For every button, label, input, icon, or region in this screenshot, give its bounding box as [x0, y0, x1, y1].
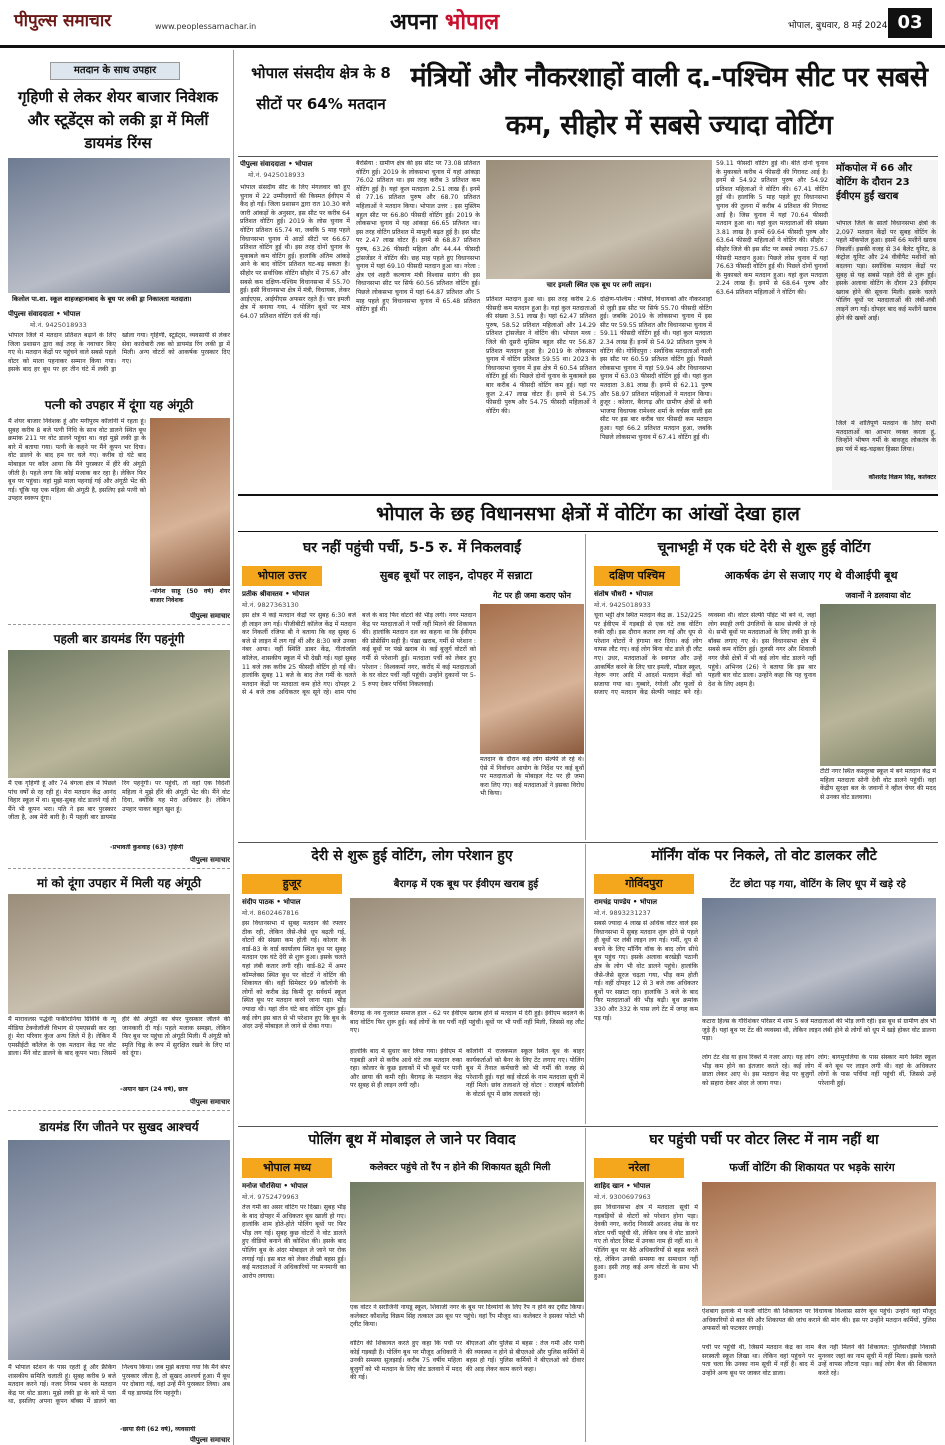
section-govindpura — [590, 844, 938, 1124]
s4-signature: -छाया सैनी (62 वर्ष), व्यवसायी — [120, 1426, 196, 1433]
madhya-body3: बीएलओ और पुलिस में बहस : तेज गर्मी और पानी की व्यवस्था न होने से बीएलओ और पुलिस कर्मियों में बहस हो गई। पुलिस कर्मियों ने बीएलओ को दीवार की आड़ लेकर काम करने कहा। — [466, 1340, 584, 1373]
left-photo — [8, 158, 230, 306]
s4-title: डायमंड रिंग जीतने पर सुखद आश्चर्य — [39, 1120, 199, 1134]
divider-1 — [8, 624, 230, 625]
uttar-body: इस क्षेत्र में कई मतदान केंद्रों पर सुबह 6:30 बजे ही लाइन लग गई। पीजीबीटी कॉलेज केंद्र में मतदान कर निकलीं रजिया बी ने बताया कि वह सुबह 6 बजे से लाइन में लग गई थीं और 8:30 बजे उनका नंबर आया। वहीं स्थिति डाबर केंद्र, गीतांजलि कॉलेज, शासकीय स्कूल में भी देखी गई। यहां सुबह 11 बजे तक करीब 25 फीसदी वोटिंग हो गई थी। हालांकि सुबह 11 बजे के बाद तेज गर्मी के चलते मतदान केंद्रों पर मतदाता कम होते गए। दोपहर 2 से 4 बजे तक अधिकतर बूथ सूने रहे। शाम पांच बजे के बाद फिर वोटरों की भीड़ लगी। नगर मतदान केंद्र पर मतदाताओं ने पर्ची नहीं मिलने की शिकायत की। हालांकि मतदान दल का कहना था कि ईवीएम की प्रोसेसिंग सही है। पंखा खराब, गर्मी से परेशान : कई बूथों पर पंखे खराब थे। कई बुजुर्ग वोटरों को गर्मी से परेशानी हुई। मतदाता पर्ची को लेकर हुए परेशान : विश्वकर्मा नगर, करोंद में कई मतदाताओं के घर वोटर पर्ची नहीं पहुंची। उन्होंने दुकानों पर 5-5 रुपए देकर पर्चियां निकलवाईं। — [242, 612, 476, 697]
madhya-headline: पोलिंग बूथ में मोबाइल ले जाने पर विवाद — [308, 1132, 516, 1148]
huzur-byline: संदीप पाठक • भोपाल — [242, 898, 301, 906]
s2-body: मैं एक गृहिणी हूं और 74 बंगला क्षेत्र में पिछले पांच वर्षों से रह रही हूं। मेरा मतदान केंद्र आनंद विहार स्कूल में था। सुबह-सुबह वोट डालने गई तो मैंने भी कूपन भरा। पति ने इस बार पुरस्कार जीता है, अब मेरी बारी है। मैं पहली बार डायमंड रिंग पहनूंगी। पर पहुंची, तो वहां एक विदेशी महिला ने मुझे हीरे की अंगूठी भेंट की। मैंने वोट दिया, क्योंकि यह मेरा अधिकार है। लेकिन उपहार पाकर बहुत खुश हूं। — [8, 780, 230, 822]
madhya-sub: कलेक्टर पहुंचे तो रैंप न होने की शिकायत झूठी मिली — [369, 1162, 551, 1173]
uttar-mobile: मो.नं. 9827363130 — [242, 601, 299, 609]
masthead-url[interactable]: www.peoplessamachar.in — [155, 22, 257, 31]
s1-body: मैं शेयर बाजार निवेशक हूं और मनीपुरम कॉलोनी में रहता हूं। सुबह करीब 8 बजे पत्नी निधि के साथ वोट डालने स्थित बूथ क्रमांक 211 पर वोट डालने पहुंचा था। वहां मुझे लकी ड्रा के बारे में बताया गया। पत्नी के कहने पर मैंने कूपन भर दिया। वोट डालने के बाद हम घर चले गए। करीब दो घंटे बाद मोबाइल पर कॉल आया कि मैंने पुरस्कार में हीरे की अंगूठी जीती है। पहले लगा कि कोई मजाक कर रहा है। लेकिन फिर बूथ पर पहुंचा। वहां मुझे माला पहनाई गई और अंगूठी भेंट की गई। चूंकि यह एक महिला की अंगूठी है, इसलिए इसे पत्नी को उपहार स्वरूप दूंगा। — [8, 418, 146, 503]
left-kicker: मतदान के साथ उपहार — [50, 62, 180, 80]
govindpura-sub: टेंट छोटा पड़ गया, वोटिंग के लिए धूप में खड़े रहे — [730, 879, 906, 890]
lead-col1: भोपाल संसदीय सीट के लिए मंगलवार को हुए चुनाव में 22 उम्मीदवारों की किस्मत ईवीएम में कैद हो गई। जिला प्रशासन द्वारा रात 10.30 बजे जारी आंकड़ों के अनुसार, इस सीट पर करीब 64 प्रतिशत वोटिंग हुई। 2019 के लोस चुनाव में वोटिंग प्रतिशत 65.74 था, जबकि 5 माह पहले विधानसभा चुनाव में आठों सीटों पर 66.67 प्रतिशत वोटिंग हुई थी। इस तरह दोनों चुनाव के मुकाबले कम वोटिंग हुई। हालांकि अंतिम आंकड़े आने के बाद वोटिंग प्रतिशत घट-बढ़ सकता है। सीहोर पर सर्वाधिक वोटिंग सीहोर में 75.67 और सबसे कम दक्षिण-पश्चिम विधानसभा में 55.70 हुई। इसी विधानसभा क्षेत्र में मंत्री, विधायक, लेकर आईएएस, आईपीएस अफसर रहते हैं। चार इमली क्षेत्र में बनाया गया, 4 पोलिंग बूथों पर मात्र 64.07 प्रतिशत वोटिंग दर्ज की गई। — [240, 184, 350, 320]
huzur-sub: बैरागढ़ में एक बूथ पर ईवीएम खराब हुई — [393, 879, 539, 890]
narela-body2: पर्ची पर पहुंची थी, जिसमें मतदान केंद्र का नाम सरस्वती स्कूल लिखा था। लेकिन वहां पहुंचने पर पता चला कि उनका नाम सूची में नहीं है। बाद में उन्होंने अन्य बूथ पर जाकर वोट डाला। — [702, 1344, 814, 1377]
mockpoll-sign: कौशलेंद्र विक्रम सिंह, कलेक्टर — [868, 474, 936, 481]
madhya-byline: मनोज चौरसिया • भोपाल — [242, 1182, 308, 1190]
dakshin-byline: संतोष चौधरी • भोपाल — [594, 590, 653, 598]
s2-signature: -प्रभावती कुशवाह (63) गृहिणी — [110, 844, 184, 851]
narela-photo-caption: ऐशबाग इलाके में फर्जी वोटिंग की शिकायत पर विधायक विश्वास सारंग बूथ पहुंचे। उन्होंने वहां मौजूद अधिकारियों से बात की और शिकायत की जांच कराने की मांग की। इस पर उन्होंने मतदान कर्मियों, पुलिस अफसरों को फटकार लगाई। — [702, 1308, 936, 1333]
govindpura-body2: लोग टेंट शेड या हाथ रिक्शे में नजर आए। यह लोग भीड़ कम होने का इंतजार करते रहे। कई लोग छाता लेकर आए थे। इस मतदान केंद्र पर बुजुर्गों को सहारा देकर अंदर ले जाया गया। — [702, 1054, 814, 1087]
huzur-photo-caption: बैरागढ़ के नव गुजरात समाज हाल - 62 पर ईवीएम खराब होने से मतदान में देरी हुई। ईवीएम बदलने के बाद वोटिंग फिर शुरू हुई। कई लोगों के घर पर्ची नहीं पहुंची। बूथों पर भी पर्ची नहीं मिली, जिससे वह लौट गए। — [350, 1010, 584, 1035]
s3-title: मां को दूंगा उपहार में मिली यह अंगूठी — [37, 876, 201, 890]
uttar-photo-caption: मतदान के दौरान कई लोग सेल्फी ले रहे थे। ऐसे में निर्वाचन आयोग के निर्देश पर कई बूथों पर मतदाताओं के मोबाइल गेट पर ही जमा करा लिए गए। कई मतदाताओं ने इसका विरोध भी किया। — [480, 756, 584, 798]
dakshin-sub: आकर्षक ढंग से सजाए गए थे वीआईपी बूथ — [724, 569, 898, 582]
narela-headline: घर पहुंची पर्ची पर वोटर लिस्ट में नाम नहीं था — [649, 1132, 879, 1148]
huzur-body2: हालांकि बाद में सुधार कर लिया गया। ईवीएम में गड़बड़ी आने से करीब आधे घंटे तक मतदान रुका रहा। कोलार के कुछ इलाकों में भी बूथों पर पानी और छाया की कमी रही। बैरागढ़ के मतदान केंद्र पर सुबह से ही लाइन लगी रही। — [350, 1048, 462, 1090]
s2-title: पहली बार डायमंड रिंग पहनूंगी — [53, 632, 185, 646]
s4-credit: पीपुल्स समाचार — [189, 1436, 230, 1444]
lead-deck: भोपाल संसदीय क्षेत्र के 8 सीटों पर 64% मतदान — [251, 64, 391, 113]
uttar-tag[interactable]: भोपाल उत्तर — [242, 566, 322, 586]
mockpoll-body: भोपाल जिले के सातों विधानसभा क्षेत्रों के 2,097 मतदान केंद्रों पर सुबह वोटिंग के पहले मॉकपोल हुआ। इसमें 66 मशीनें खराब निकलीं। इसकी वजह से 34 बैलेट यूनिट, 8 कंट्रोल यूनिट और 24 वीवीपैट मशीनों को बदलना पड़ा। सर्वाधिक मतदान केंद्रों पर सुबह से यह सबसे पहले देरी से शुरू हुई। इसके अलावा वोटिंग के दौरान 23 ईवीएम खराब होने की सूचना मिली। इसके चलते पोलिंग बूथों पर मतदाताओं की लंबी-लंबी लाइनें लग गईं। दोपहर बाद कई मशीनें खराब होने की खबरें आईं। — [836, 220, 936, 322]
left-photo-caption: किलोल पा.शा. स्कूल शाहजहानाबाद के बूथ पर लकी ड्रा निकालता मतदाता। — [8, 293, 230, 306]
lead-rule — [238, 156, 938, 157]
left-byline: पीपुल्स संवाददाता • भोपाल — [8, 310, 81, 318]
govindpura-tag[interactable]: गोविंदपुरा — [594, 874, 694, 894]
dakshin-photo — [820, 604, 936, 766]
rule-2 — [238, 842, 938, 843]
s2-photo — [8, 650, 230, 778]
masthead-logo[interactable]: पीपुल्स समाचार — [14, 11, 112, 31]
s4-body: मैं भोपाल स्टेशन के पास रहती हूं और फ्रैंकिंग शासकीय समिति चलाती हूं। सुबह करीब 9 बजे मतदान करने गई। नजर निगम भवन के मतदान केंद्र पर वोट डाला। मुझे लकी ड्रा के बारे में पता था, इसलिए अपना कूपन बॉक्स में डालने का निश्चय किया। जब मुझे बताया गया कि मैंने बंपर पुरस्कार जीता है, तो सुखद आश्चर्य हुआ। मैं बूथ पर दोबारा गई, वहां उन्हें मैंने पुरस्कार लिया। अब मैं यह डायमंड रिंग पहनूंगी। — [8, 1364, 230, 1406]
uttar-photo — [480, 604, 584, 754]
s3-credit: पीपुल्स समाचार — [189, 1098, 230, 1106]
dakshin-photo-head: जवानों ने डलवाया वोट — [845, 591, 911, 600]
masthead-date: भोपाल, बुधवार, 8 मई 2024 — [788, 21, 888, 31]
narela-body3: बैज नहीं मिलने की शिकायत: पुलिसचौड़ी निवासी मुनव्वर जहां का नाम सूची में नहीं मिला। इसके चलते उन्हें वापस लौटना पड़ा। कई लोग बैज की शिकायत करते रहे। — [818, 1344, 936, 1377]
uttar-sub: सुबह बूथों पर लाइन, दोपहर में सन्नाटा — [379, 569, 533, 582]
narela-mobile: मो.नं. 9300697963 — [594, 1193, 651, 1201]
dakshin-body: चूना भट्टी क्षेत्र स्थित मतदान केंद्र क्र. 152/225 पर ईवीएम में गड़बड़ी से एक घंटे तक वोटिंग रुकी रही। इस दौरान कतार लग गई और धूप से परेशान वोटरों ने हंगामा कर दिया। कई लोग वापस लौट गए। कई लोग बिना वोट डाले ही लौट गए। उधर, मतदाताओं के स्वागत और उन्हें आकर्षित करने के लिए चार इमली, मॉडल स्कूल, नेहरू नगर आदि में आदर्श मतदान केंद्रों को सजाया गया था। गुब्बारे, रंगोली और फूलों से सजाए गए मतदान केंद्र सेल्फी प्वाइंट बने रहे। व्यवस्था थी। वोटर सेल्फी पॉइंट भी बने थे, जहां लोग स्याही लगी उंगलियों के साथ सेल्फी ले रहे थे। सभी बूथों पर मतदाताओं के लिए लकी ड्रा के बॉक्स लगाए गए थे। इस विधानसभा क्षेत्र में सबसे कम वोटिंग हुई। तुलसी नगर और शिवाजी नगर जैसे क्षेत्रों में भी कई लोग वोट डालने नहीं पहुंचे। अभिनव (26) ने बताया कि इस बार पहली बार वोट डाला। उन्होंने कहा कि यह चुनाव देश के लिए अहम है। — [594, 612, 816, 697]
lead-col5: 59.11 फीसदी वोटिंग हुई थी। बीते दोनों चुनाव के मुकाबले करीब 4 फीसदी की गिरावट आई है। इनमें से 54.92 प्रतिशत पुरुष और 54.92 प्रतिशत महिलाओं ने वोटिंग की। 67.41 वोटिंग हुई थी। हालांकि 5 माह पहले हुए विधानसभा चुनाव की तुलना में करीब 4 प्रतिशत की गिरावट आई है। जिस चुनाव में यहां 70.64 फीसदी मतदान हुआ था। यहां कुल मतदाताओं की संख्या 3.81 लाख है। इनमें 69.64 फीसदी पुरुष और 63.64 फीसदी महिलाओं ने वोटिंग की। सीहोर : सीहोर जिले की इस सीट पर सबसे ज्यादा 75.67 फीसदी मतदान हुआ। पिछले लोस चुनाव में यहां 76.63 फीसदी वोटिंग हुई थी। पिछले दोनों चुनावों के मुकाबले कम मतदान हुआ। यहां कुल मतदाता 2.24 लाख हैं। इनमें से 68.64 पुरुष और 63.64 प्रतिशत महिलाओं ने वोटिंग की। — [716, 160, 828, 296]
narela-byline: शाहिद खान • भोपाल — [594, 1182, 651, 1190]
s1-signature: -योगेश साहू (50 वर्ष) शेयर बाजार निवेशक — [150, 588, 230, 604]
divider-2 — [8, 868, 230, 869]
govindpura-photo — [702, 898, 936, 1016]
lead-col2: बैरसिया : ग्रामीण क्षेत्र की इस सीट पर 73.08 प्रतिशत वोटिंग हुई। 2019 के लोकसभा चुनाव में यहां आंकड़ा 76.02 प्रतिशत था। इस तरह करीब 3 प्रतिशत कम वोटिंग हुई है। यहां कुल मतदाता 2.51 लाख हैं। इनमें से 77.16 प्रतिशत पुरुष और 68.70 प्रतिशत महिलाओं ने मतदान किया। भोपाल उत्तर : इस मुस्लिम बहुल सीट पर 66.80 फीसदी वोटिंग हुई। 2019 के लोकसभा चुनाव में यह आंकड़ा 66.65 प्रतिशत था। इस तरह वोटिंग प्रतिशत में मामूली बढ़त हुई है। इस सीट पर 2.47 लाख वोटर हैं। इनमें से 68.87 प्रतिशत पुरुष, 63.26 फीसदी महिला और 44.44 फीसदी ट्रांसजेंडर ने वोटिंग की। छह माह पहले हुए विधानसभा चुनाव में यहां 69.10 फीसदी मतदान हुआ था। नरेला : क्षेत्र एवं शहरी कल्याण मंत्री विश्वास सारंग की इस विधानसभा सीट पर सिर्फ 60.56 प्रतिशत वोटिंग हुई। पिछले लोकसभा चुनाव में यहां 64.87 प्रतिशत और 5 माह पहले हुए विधानसभा चुनाव में 65.48 प्रतिशत वोटिंग हुई थी। — [356, 160, 480, 314]
madhya-body: तेज गर्मी का असर वोटिंग पर दिखा। सुबह भीड़ के बाद दोपहर में अधिकतर बूथ खाली हो गए। हालांकि शाम होते-होते पोलिंग बूथों पर फिर भीड़ लग गई। सुबह कुछ वोटरों ने वोट डालते हुए वीडियो बनाने की कोशिश की। इसके बाद पोलिंग बूथ के अंदर मोबाइल ले जाने पर रोक लगाई गई। इस बात को लेकर तीखी बहस हुई। कई मतदाताओं ने अधिकारियों पर मनमानी का आरोप लगाया। — [242, 1204, 346, 1280]
left-intro: भोपाल जिले में मतदान प्रतिशत बढ़ाने के लिए जिला प्रशासन द्वारा कई तरह के नवाचार किए गए थे। मतदान केंद्रों पर पहुंचने वाले सबसे पहले वोटर को माला पहनाकर सम्मान किया गया। इसके बाद हर बूथ पर हर तीन घंटे में लकी ड्रा खोला गया। गृहिणी, स्टूडेंट्स, व्यवसायी से लेकर सेवा कारोबारी तक को डायमंड रिंग लकी ड्रा में मिली। अन्य वोटरों को आकर्षक पुरस्कार दिए गए। — [8, 332, 230, 374]
section-uttar — [238, 534, 586, 840]
govindpura-body3: लोग: बागमुगलिया के पास संस्कार मार्ग स्थित स्कूल में बने बूथ पर लाइन लगी थी। वहां के अधिकतर लोगों के पास पर्चियां नहीं पहुंची थीं, जिससे उन्हें परेशानी हुई। — [818, 1054, 936, 1087]
uttar-byline: प्रतीक श्रीवास्तव • भोपाल — [242, 590, 310, 598]
govindpura-byline: रामचंद्र पाण्डेय • भोपाल — [594, 898, 657, 906]
huzur-body3: कॉलोनी में राजकमल स्कूल स्थित बूथ के बाहर कार्यकर्ताओं को बैनर के लिए टेंट लगाए गए। पोलिंग बूथ में तैनात कर्मचारी को भी गर्मी की वजह से परेशानी हुई। यहां कई वोटर्स के नाम मतदाता सूची में नहीं मिले। छांव तलाशते रहे वोटर : राजहर्ष कॉलोनी के वोटर्स धूप में छांव तलाशते रहे। — [466, 1048, 584, 1098]
section-huzur — [238, 844, 586, 1124]
madhya-tag[interactable]: भोपाल मध्य — [242, 1158, 332, 1178]
left-mobile: मो.नं. 9425018933 — [30, 321, 87, 329]
lead-photo-caption: चार इमली स्थित एक बूथ पर लगी लाइन। — [486, 279, 712, 292]
lead-col3: प्रतिशत मतदान हुआ था। इस तरह करीब 2.6 फीसदी कम मतदान हुआ है। यहां कुल मतदाताओं की संख्या 3.51 लाख है। यहां 62.47 प्रतिशत पुरुष, 58.52 प्रतिशत महिलाओं और 14.29 प्रतिशत ट्रांसजेंडर ने वोटिंग की। भोपाल मध्य : जिले की दूसरी मुस्लिम बहुल सीट पर 56.87 प्रतिशत मतदान हुआ है। 2019 के लोकसभा चुनाव में वोटिंग प्रतिशत 59.55 था। 2023 के विधानसभा चुनाव में इस क्षेत्र में 60.54 प्रतिशत वोटिंग हुई थी। पिछले दोनों चुनाव के मुकाबले इस बार करीब 4 फीसदी वोटिंग कम हुई। यहां पर कुल 2.47 लाख वोटर हैं। इनमें से 54.75 फीसदी पुरुष और 54.75 फीसदी महिलाओं ने वोटिंग की। — [486, 296, 596, 415]
uttar-photo-head: गेट पर ही जमा कराए फोन — [493, 591, 571, 600]
banner-headline: भोपाल के छह विधानसभा क्षेत्रों में वोटिंग का आंखों देखा हाल — [238, 494, 938, 532]
lead-byline: पीपुल्स संवाददाता • भोपाल — [240, 160, 313, 168]
left-headline: गृहिणी से लेकर शेयर बाजार निवेशक और स्टूडेंट्स को लकी ड्रा में मिलीं डायमंड रिंग्स — [17, 88, 218, 152]
huzur-headline: देरी से शुरू हुई वोटिंग, लोग परेशान हुए — [311, 848, 513, 864]
s4-photo — [8, 1140, 230, 1360]
mockpoll-headline: मॉकपोल में 66 और वोटिंग के दौरान 23 ईवीएम हुईं खराब — [836, 163, 912, 202]
dakshin-photo-caption: टीटी नगर स्थित कस्तूरबा स्कूल में बने मतदान केंद्र में महिला मतदाता सोनी देवी वोट डालने पहुंचीं। वहां केंद्रीय सुरक्षा बल के जवानों ने व्हील चेयर की मदद से उनका वोट डलवाया। — [820, 768, 936, 801]
govindpura-headline: मॉर्निंग वॉक पर निकले, तो वोट डालकर लौटे — [651, 848, 877, 864]
lead-col4: दक्षिण-पश्चिम : मंत्रियों, विधायकों और नौकरशाहों से जुड़ी इस सीट पर सिर्फ 55.70 फीसदी वोटिंग हुई। जबकि 2019 के लोकसभा चुनाव में इस सीट पर 59.55 प्रतिशत और विधानसभा चुनाव में 59.11 फीसदी वोटिंग हुई थी। यहां कुल मतदाता 2.34 लाख हैं। इनमें से 54.92 प्रतिशत पुरुष ने वोटिंग की। गोविंदपुरा : सर्वाधिक मतदाताओं वाली इस सीट पर 60.59 प्रतिशत वोटिंग हुई। पिछले लोकसभा चुनाव में यहां 59.94 और विधानसभा चुनाव में 63.03 फीसदी वोटिंग हुई थी। यहां कुल मतदाता 3.81 लाख हैं। इनमें से 62.11 पुरुष और 58.97 प्रतिशत महिलाओं ने मतदान किया। हुजूर : कोलार, बैरागढ़ और ग्रामीण क्षेत्रों से बनी भाजपा विधायक रामेश्वर शर्मा के वर्चस्व वाली इस सीट पर इस बार करीब चार फीसदी कम मतदान हुआ। यहां 66.2 प्रतिशत मतदान हुआ, जबकि पिछले लोकसभा चुनाव में 67.41 वोटिंग हुई थी। — [600, 296, 712, 441]
section-title — [390, 6, 499, 36]
s1-photo — [150, 418, 230, 586]
madhya-body2: वोटिंग की शिकायत करते हुए कहा कि पर्ची पर कोई गड़बड़ी है। पोलिंग बूथ पर मौजूद अधिकारी ने उनकी समस्या सुलझाई। करीब 75 वर्षीय महिला बुजुर्गों को भी मतदान के लिए वोट डलवाने में मदद की गई। — [350, 1340, 462, 1382]
madhya-mobile: मो.नं. 9752479963 — [242, 1193, 299, 1201]
huzur-body: इस विधानसभा में सुबह मतदान की रफ्तार ठीक रही, लेकिन जैसे-जैसे धूप बढ़ती गई, वोटरों की संख्या कम होती गई। कोलार के वार्ड-83 के वार्ड कार्यालय स्थित बूथ पर सुबह मतदान एक घंटे देरी से शुरू हुआ। इसके चलते यहां लंबी कतार लगी रही। वार्ड-82 में अमर कॉम्प्लेक्स स्थित बूथ पर वोटरों ने वोटिंग की शिकायत की। वहीं सिमेस्टर 99 कॉलोनी के लोगों को करीब डेढ़ किमी दूर सर्वधर्म स्कूल स्थित बूथ पर मतदान करने जाना पड़ा। भीड़ ज्यादा थी। यहां तीन घंटे बाद वोटिंग शुरू हुई। कई लोग इस बात से भी परेशान हुए कि बूथ के अंदर उन्हें मोबाइल ले जाने से रोका गया। — [242, 920, 346, 1031]
divider-3 — [8, 1110, 230, 1111]
section-dakshin — [590, 534, 938, 840]
lead-headline: मंत्रियों और नौकरशाहों वाली द.-पश्चिम सीट पर सबसे कम, सीहोर में सबसे ज्यादा वोटिंग — [410, 62, 928, 141]
narela-body: इस विधानसभा क्षेत्र में मतदाता सूची में गड़बड़ियों से वोटरों को परेशान होना पड़ा। देवकी नगर, करोंद निवासी अरशद शेख के घर वोटर पर्ची पहुंची थी, लेकिन जब वे वोट डालने गए तो वोटर लिस्ट में उनका नाम ही नहीं था। वे पोलिंग बूथ पर बैठे अधिकारियों से बहस करते रहे, लेकिन उनकी समस्या का समाधान नहीं हुआ। इसी तरह कई अन्य वोटरों के साथ भी हुआ। — [594, 1204, 698, 1280]
uttar-headline: घर नहीं पहुंची पर्ची, 5-5 रु. में निकलवाईं — [303, 540, 521, 556]
left-column — [0, 50, 234, 1445]
huzur-tag[interactable]: हुजूर — [242, 874, 342, 894]
govindpura-body: सबसे ज्यादा 4 लाख से अधिक वोटर वाले इस विधानसभा में सुबह मतदान शुरू होने से पहले ही बूथों पर लंबी लाइन लग गई। गर्मी, धूप से बचने के लिए मॉर्निंग वॉक के बाद लोग सीधे बूथ पहुंच गए। इसके अलावा बरखेड़ी पठानी क्षेत्र के लोग भी वोट डालने पहुंचे। हालांकि जैसे-जैसे सूरज चढ़ता गया, भीड़ कम होती गई। वहीं दोपहर 12 से 3 बजे तक अधिकतर बूथों पर सन्नाटा रहा। हालांकि 3 बजे के बाद फिर मतदाताओं की भीड़ बढ़ी। बूथ क्रमांक 330 और 332 के पास लगे टेंट में जगह कम पड़ गई। — [594, 920, 698, 1022]
huzur-photo — [350, 898, 584, 1008]
huzur-mobile: मो.नं. 8602467816 — [242, 909, 299, 917]
section-madhya — [238, 1128, 586, 1442]
govindpura-mobile: मो.नं. 9893231237 — [594, 909, 651, 917]
s1-title: पत्नी को उपहार में दूंगा यह अंगूठी — [44, 398, 194, 412]
dakshin-mobile: मो.नं. 9425018933 — [594, 601, 651, 609]
lead-photo — [486, 160, 712, 292]
madhya-photo — [350, 1182, 584, 1302]
page-number: 03 — [888, 8, 932, 38]
masthead — [0, 0, 945, 48]
s1-credit: पीपुल्स समाचार — [189, 612, 230, 620]
madhya-photo-caption: एक वोटर ने सरोजिनी नायडू स्कूल, शिवाजी नगर के बूथ पर दिव्यांगों के लिए रैंप न होने का ट्वीट किया। कलेक्टर कौशलेंद्र विक्रम सिंह तत्काल उस बूथ पर पहुंचे। वहां रैंप मौजूद था। कलेक्टर ने इसका फोटो भी ट्वीट किया। — [350, 1304, 584, 1329]
govindpura-photo-caption: कटारा हिल्स के गौरीशंकर परिसर में शाम 5 बजे मतदाताओं की भीड़ लगी रही। इस बूथ से ग्रामीण क्षेत्र भी जुड़े हैं। यहां बूथ पर टेंट की व्यवस्था थी, लेकिन लाइन लंबी होने से लोगों को धूप में खड़े होकर वोट डालना पड़ा। — [702, 1018, 936, 1043]
narela-tag[interactable]: नरेला — [594, 1158, 684, 1178]
dakshin-tag[interactable]: दक्षिण पश्चिम — [594, 566, 680, 586]
lead-mobile: मो.नं. 9425018933 — [248, 171, 305, 179]
s3-photo — [8, 894, 230, 1014]
dakshin-headline: चूनाभट्टी में एक घंटे देरी से शुरू हुई वोटिंग — [657, 540, 871, 556]
rule-3 — [238, 1126, 938, 1127]
s2-credit: पीपुल्स समाचार — [189, 856, 230, 864]
mockpoll-quote: जिले में शांतिपूर्ण मतदान के लिए सभी मतदाताओं का आभार व्यक्त करता हूं, जिन्होंने भीषण गर्मी के बावजूद लोकतंत्र के इस पर्व में बढ़-चढ़कर हिस्सा लिया। — [836, 420, 936, 453]
mockpoll-box — [832, 160, 938, 490]
lead-story — [238, 52, 938, 494]
section-narela — [590, 1128, 938, 1442]
s3-signature: -अयान खान (24 वर्ष), छात्र — [120, 1086, 188, 1093]
section-title-a: अपना — [390, 10, 438, 35]
section-title-b: भोपाल — [444, 10, 500, 35]
s3-body: मैं मारावलस पद्धेवी फकीरानिया ग्रिविवि के न्यू मीडिया टेक्नोलॉजी विभाग से एमएससी कर रहा हूं। मेरा परिवार कुंज अन्य जिले में है। लेकिन मैं एमसीईटी कॉलेज के एक मतदान केंद्र पर वोट डाला। मैंने वोट डालने के बाद कूपन भरा। जिसमें हीरे की अंगूठी का बंपर पुरस्कार जीतने की जानकारी दी गई। पहले मजाक समझा, लेकिन फिर बूथ पर पहुंचा तो अंगूठी मिली। मैं अंगूठी को स्मृति चिह्न के रूप में सुरक्षित रखने के लिए मां को दूंगा। — [8, 1016, 230, 1058]
narela-sub: फर्जी वोटिंग की शिकायत पर भड़के सारंग — [729, 1161, 895, 1174]
narela-photo — [702, 1182, 936, 1306]
